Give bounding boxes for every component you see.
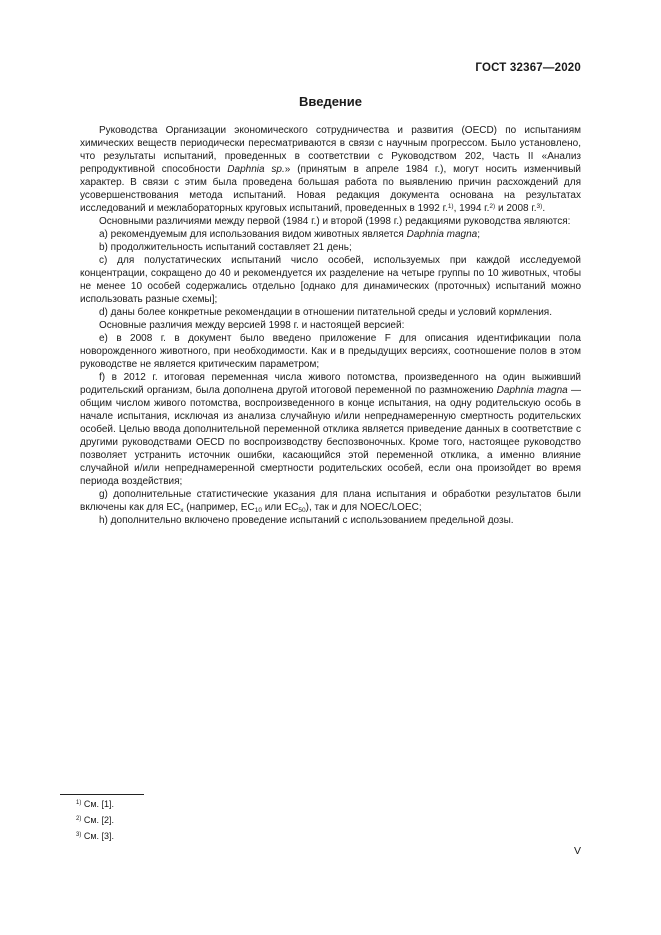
document-number: ГОСТ 32367—2020 [475, 62, 581, 74]
list-item-f: f) в 2012 г. итоговая переменная числа живого потомства, произведенного на один выживший родительский организм, была дополнена другой итоговой переменной по размножению Daphnia magna — общим числом живого потомства, воспроизведенного в конце испытания, на одну родительскую особь в начале испытания, исключая из анализа случайную и/или непреднамеренную смертность родительских особей. Целью ввода дополнительной переменной отклика является приведение данных в соответствие с другими руководствами OECD по воспроизводству беспозвоночных. Кроме того, настоящее руководство позволяет устранить источник ошибки, касающийся этой переменной отклика, а именно влияние случайной и/или непреднамеренной смертности родительских особей, если она произойдет во время периода воздействия; [80, 372, 582, 487]
page-number: V [573, 845, 581, 857]
paragraph-differences-1998-current: Основные различия между версией 1998 г. и настоящей версией: [99, 320, 405, 331]
paragraph-intro: Руководства Организации экономического сотрудничества и развития (OECD) по испытаниям химических веществ периодически пересматриваются в связи с научным прогрессом. Было установлено, что результаты испытаний, проведенных в соответствии с Руководством 202, Часть II «Анализ репродуктивной способности Daphnia sp.» (принятым в апреле 1984 г.), могут носить изменчивый характер. В связи с этим была проведена большая работа по выявлению причин расхождений для усовершенствования метода испытаний. Новая редакция документа основана на результатах исследований и межлабораторных круговых испытаний, проведенных в 1992 г.$^{1)}$, 1994 г.$^{2)}$ и 2008 г.$^{3)}$. [80, 125, 581, 214]
paragraph-differences-1984-1998: Основными различиями между первой (1984 г.) и второй (1998 г.) редакциями руководства являются: [99, 216, 571, 227]
footnote-divider [60, 794, 144, 795]
footnote-ref-1: 1) [447, 203, 454, 210]
list-item-b: b) продолжительность испытаний составляет 21 день; [99, 242, 352, 253]
footnotes [76, 799, 114, 847]
list-item-d: d) даны более конкретные рекомендации в отношении питательной среды и условий кормления. [99, 307, 552, 318]
list-item-h: h) дополнительно включено проведение испытаний с использованием предельной дозы. [99, 515, 514, 526]
list-item-a: a) рекомендуемым для использования видом животных является Daphnia magna; [99, 229, 481, 240]
footnote-3: $^{3)}$ См. [3]. [76, 831, 115, 841]
footnote-2: $^{2)}$ См. [2]. [76, 815, 115, 825]
footnote-1: $^{1)}$ См. [1]. [76, 799, 115, 809]
body-text [80, 124, 581, 527]
list-item-c: c) для полустатических испытаний число особей, используемых при каждой исследуемой концентрации, сокращено до 40 и рекомендуется их разделение на четыре группы по 10 животных, чтобы не менее 10 особей содержались отдельно [однако для динамических (проточных) испытаний можно использовать разные схемы]; [80, 255, 581, 305]
footnote-ref-2: 2) [489, 203, 496, 210]
list-item-e: e) в 2008 г. в документ было введено приложение F для описания идентификации пола новорожденного животного, при необходимости. Как и в предыдущих версиях, соотношение полов в этом руководстве не является критическим параметром; [80, 333, 581, 370]
list-item-g: g) дополнительные статистические указания для плана испытания и обработки результатов были включены как для $EC_x$ (например, $EC_{10}$ или $EC_{50}$), так и для NOEC/LOEC; [80, 489, 581, 514]
section-title: Введение [299, 94, 362, 109]
footnote-ref-3: 3) [536, 203, 543, 210]
